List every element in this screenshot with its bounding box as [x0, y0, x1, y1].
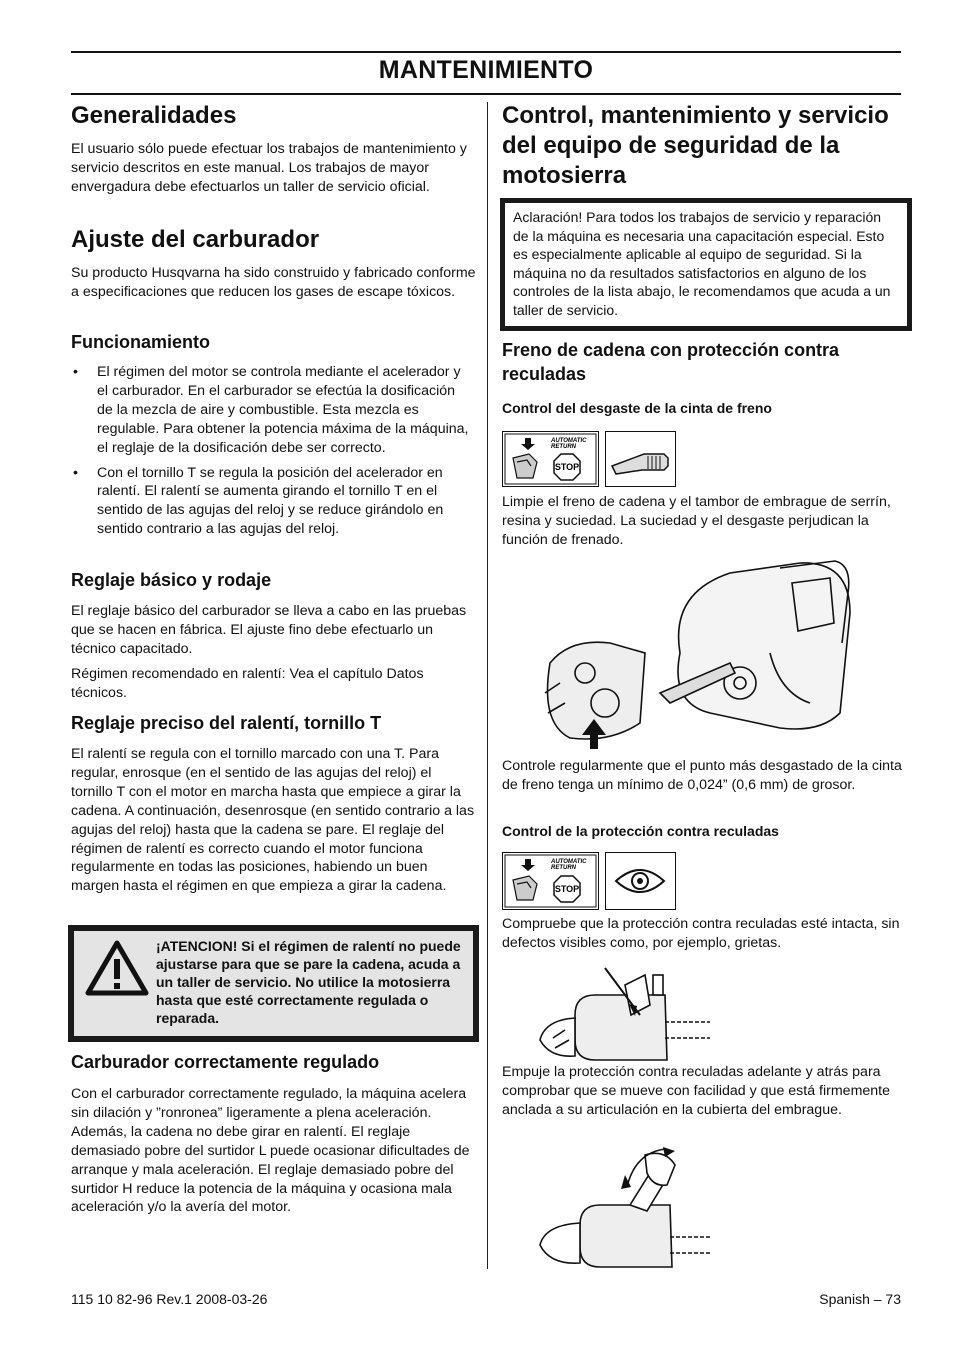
- freno-text3: Compruebe que la protección contra reculadas esté intacta, sin defectos visibles como, por ejemplo, grietas.: [502, 916, 900, 951]
- warning-text: ¡ATENCION! Si el régimen de ralentí no puede ajustarse para que se pare la cadena, acuda a un taller de servicio. No utilice la motosierra hasta que esté correctamente regulada o reparada.: [156, 938, 461, 1026]
- reglaje-basico-text1: El reglaje básico del carburador se lleva a cabo en las pruebas que se hacen en fábrica. El ajuste fino debe efectuarlo un técnico capacitado.: [71, 603, 467, 657]
- right-section-title: Control, mantenimiento y servicio del equipo de seguridad de la motosierra: [502, 102, 889, 189]
- return-label: RETURN: [551, 444, 576, 450]
- column-divider: [487, 102, 488, 1269]
- automatic-return-stop-icon: [502, 431, 599, 487]
- funcionamiento-title: Funcionamiento: [71, 332, 210, 352]
- push-guard-illustration: [535, 1145, 710, 1270]
- ajuste-title: Ajuste del carburador: [71, 226, 320, 253]
- header-rule-bottom: [71, 93, 901, 95]
- carb-regulado-text: Con el carburador correctamente regulado, la máquina acelera sin dilación y ”ronronea” ligeramente a plena aceleración. Además, la cadena no debe girar en ralentí. El reglaje demasiado pobre del surtidor L puede ocasionar dificultades de arranque y mala aceleración. El reglaje demasiado pobre del surtidor H reduce la potencia de la máquina y ocasiona mala aceleración y/o la avería del motor.: [71, 1086, 470, 1216]
- freno-sub2: Control de la protección contra reculadas: [502, 823, 779, 839]
- automatic-label: AUTOMATIC: [551, 859, 587, 865]
- freno-sub1: Control del desgaste de la cinta de freno: [502, 400, 772, 416]
- automatic-label: AUTOMATIC: [551, 438, 587, 444]
- reglaje-basico-title: Reglaje básico y rodaje: [71, 570, 272, 590]
- footer-page-number: Spanish – 73: [819, 1291, 901, 1307]
- stop-label: STOP: [554, 884, 580, 894]
- warning-triangle-icon: [84, 939, 150, 997]
- page-header-title: MANTENIMIENTO: [378, 56, 594, 84]
- reglaje-basico-text2: Régimen recomendado en ralentí: Vea el capítulo Datos técnicos.: [71, 666, 424, 701]
- footer-doc-id: 115 10 82-96 Rev.1 2008-03-26: [71, 1291, 268, 1307]
- carb-regulado-title: Carburador correctamente regulado: [71, 1052, 380, 1072]
- freno-text4: Empuje la protección contra reculadas adelante y atrás para comprobar que se mueve con facilidad y que está firmemente anclada a su articulación en la cubierta del embrague.: [502, 1064, 890, 1118]
- freno-text1: Limpie el freno de cadena y el tambor de embrague de serrín, resina y suciedad. La suciedad y el desgaste perjudican la función de frenado.: [502, 494, 891, 548]
- stop-label: STOP: [554, 462, 580, 472]
- kickback-guard-illustration: [535, 960, 710, 1065]
- ajuste-text: Su producto Husqvarna ha sido construido y fabricado conforme a especificaciones que reducen los gases de escape tóxicos.: [71, 265, 476, 300]
- brake-band-icon: [605, 431, 676, 487]
- note-box: [500, 198, 912, 331]
- note-text: Aclaración! Para todos los trabajos de servicio y reparación de la máquina es necesaria una capacitación especial. Esto es especialmente aplicable al equipo de seguridad. Si la máquina no da resultados satisfactorios en alguno de los controles de la lista abajo, le recomendamos que acuda a un taller de servicio.: [513, 209, 891, 318]
- generalidades-text: El usuario sólo puede efectuar los trabajos de mantenimiento y servicio descritos en este manual. Los trabajos de mayor envergadura debe efectuarlos un taller de servicio oficial.: [71, 141, 467, 195]
- freno-text2: Controle regularmente que el punto más desgastado de la cinta de freno tenga un mínimo de 0,024” (0,6 mm) de grosor.: [502, 758, 902, 793]
- eye-inspection-icon: [605, 852, 676, 910]
- return-label: RETURN: [551, 865, 576, 871]
- chainsaw-brake-illustration: [530, 553, 866, 753]
- reglaje-preciso-text: El ralentí se regula con el tornillo marcado con una T. Para regular, enrosque (en el sentido de las agujas del reloj) el tornillo T con el motor en marcha hasta que empiece a girar la cadena. A continuación, desenrosque (en sentido contrario a las agujas del reloj) hasta que la cadena se pare. El reglaje del régimen de ralentí es correcto cuando el motor funciona regularmente en todas las posiciones, habiendo un buen margen hasta el régimen en que empieza a girar la cadena.: [71, 746, 475, 895]
- funcionamiento-list: [71, 363, 473, 545]
- list-item: • Con el tornillo T se regula la posición del acelerador en ralentí. El ralentí se aumenta girando el tornillo T en el sentido de las agujas del reloj y se reduce girándolo en sentido contrario a las agujas del reloj.: [71, 464, 473, 540]
- list-item: • El régimen del motor se controla mediante el acelerador y el carburador. En el carburador se efectúa la dosificación de la mezcla de aire y combustible. Esta mezcla es regulable. Para obtener la potencia máxima de la máquina, el reglaje de la dosificación debe ser correcto.: [71, 363, 473, 458]
- reglaje-preciso-title: Reglaje preciso del ralentí, tornillo T: [71, 713, 382, 733]
- header-rule-top: [71, 51, 901, 53]
- automatic-return-stop-icon-2: [502, 852, 599, 910]
- warning-box: [68, 925, 479, 1042]
- generalidades-title: Generalidades: [71, 102, 237, 129]
- freno-title: Freno de cadena con protección contra reculadas: [502, 340, 840, 384]
